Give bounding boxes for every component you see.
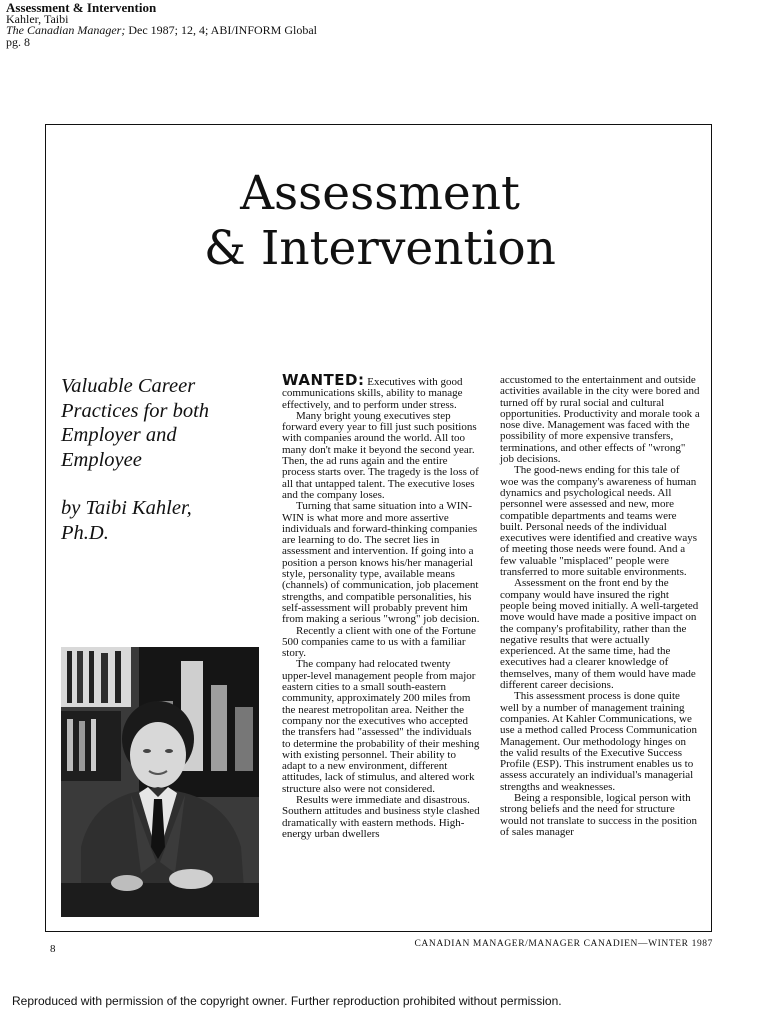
paragraph-text: Executives with good communications skills, ability to manage effectively, and to perform under stress. <box>282 376 463 411</box>
article-paragraph: The good-news ending for this tale of woe was the company's awareness of human dynamics and psychological needs. All personnel were assessed and new, more compatible departments and teams were built. Personal needs of the individual executives were identified and creative ways of meeting those needs were found. And a few valuable "misplaced" people were transferred to more suitable environments. <box>500 464 697 579</box>
article-column-1 <box>282 371 480 840</box>
title-line-2: & Intervention <box>204 221 556 276</box>
header-author: Kahler, Taibi <box>6 11 69 26</box>
article-paragraph: The company had relocated twenty upper-level management people from major eastern cities to a small south-eastern community, approximately 200 miles from the nearest metropolitan area. Neither the company nor the executives who accepted the transfers had "assessed" the individuals to determine the probability of their meshing with existing personnel. Their ability to adapt to a new environment, different attitudes, lack of stimulus, and altered work structure also were not considered. <box>282 658 480 795</box>
article-paragraph: Results were immediate and disastrous. Southern attitudes and business style clashed dramatically with eastern methods. High-energy urban dwellers <box>282 793 480 840</box>
article-paragraph: Turning that same situation into a WIN-WIN is what more and more assertive individuals and forward-thinking companies are learning to do. The secret lies in assessment and intervention. If going into a position a person knows his/her managerial style, personality type, available means (channels) of communication, job placement strengths, and compatible personalities, his self-assessment will probably prevent him from making a serious "wrong" job decision. <box>282 500 480 626</box>
article-column-2 <box>500 375 700 838</box>
article-subtitle <box>61 374 261 472</box>
article-title <box>60 166 700 276</box>
byline-line: Ph.D. <box>61 521 109 544</box>
article-paragraph <box>282 371 480 411</box>
article-paragraph: accustomed to the entertainment and outside activities available in the city were bored and turned off by rural social and cultural opportunities. Productivity and morale took a nose dive. Management was faced with the possibility of more expensive transfers, terminations, and other effects of "wrong" job decisions. <box>500 374 700 466</box>
wanted-heading: WANTED: <box>282 371 365 389</box>
byline-line: by Taibi Kahler, <box>61 497 192 519</box>
header-title: Assessment & Intervention <box>6 0 157 15</box>
article-paragraph: Many bright young executives step forward every year to fill just such positions with companies around the world. All too many don't make it beyond the second year. Then, the ad runs again and the entire process starts over. The tragedy is the loss of all that untapped talent. The executive loses and the company loses. <box>282 409 479 501</box>
header-issue: Dec 1987; 12, 4; ABI/INFORM Global <box>128 23 317 37</box>
page-number: 8 <box>50 943 56 955</box>
citation-header <box>6 2 317 48</box>
article-byline <box>61 496 261 545</box>
article-paragraph: This assessment process is done quite well by a number of management training companies. At Kahler Communications, we use a method called Process Communication Management. Our methodology hinges on the valid results of the Executive Success Profile (ESP). This instrument enables us to assess accurately an individual's managerial strengths and weaknesses. <box>500 690 698 793</box>
title-line-1: Assessment <box>240 166 520 221</box>
header-page: pg. 8 <box>6 34 30 49</box>
subtitle-line: Employer and <box>61 424 177 446</box>
subtitle-line: Practices for both <box>61 399 210 422</box>
article-paragraph: Recently a client with one of the Fortune 500 companies came to us with a familiar story. <box>282 624 476 660</box>
header-citation <box>6 25 317 37</box>
author-photo <box>61 647 259 917</box>
header-journal: The Canadian Manager; <box>6 23 126 37</box>
running-footer: CANADIAN MANAGER/MANAGER CANADIEN—WINTER 1987 <box>414 939 713 949</box>
subtitle-line: Valuable Career <box>61 375 196 397</box>
article-paragraph: Assessment on the front end by the company would have insured the right people being moved initially. A well-targeted move would have made a positive impact on the company's profitability, rather than the negative results that were actually experienced. At the same time, had the executives had a clearer knowledge of themselves, many of them would have made different career decisions. <box>500 577 699 692</box>
reproduction-notice: Reproduced with permission of the copyright owner. Further reproduction prohibited without permission. <box>12 994 562 1008</box>
article-paragraph: Being a responsible, logical person with strong beliefs and the need for structure would not translate to success in the position of sales manager <box>500 791 698 838</box>
subtitle-line: Employee <box>61 448 142 471</box>
